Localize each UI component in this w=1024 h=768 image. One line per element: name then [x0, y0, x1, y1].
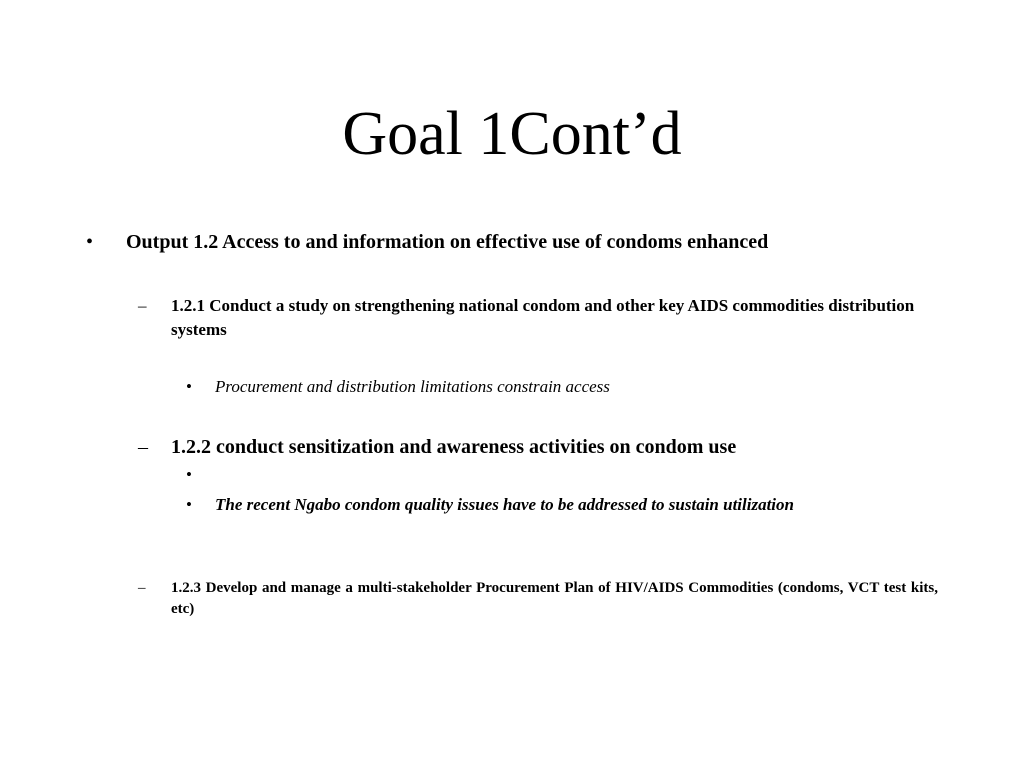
- empty-bullet: [186, 464, 215, 486]
- note-ngabo-quality: [186, 494, 794, 516]
- bullet-marker: •: [186, 377, 192, 396]
- bullet-marker: •: [186, 495, 192, 514]
- note-procurement-limitations: [186, 376, 610, 398]
- note-text: Procurement and distribution limitations constrain access: [215, 377, 610, 396]
- bullet-text: Output 1.2 Access to and information on effective use of condoms enhanced: [126, 231, 769, 253]
- slide-title: Goal 1Cont’d: [342, 100, 682, 168]
- subitem-text: 1.2.1 Conduct a study on strengthening national condom and other key AIDS commodities distribution systems: [171, 296, 915, 339]
- bullet-output-1-2: [86, 229, 768, 255]
- note-text: The recent Ngabo condom quality issues have to be addressed to sustain utilization: [215, 495, 794, 514]
- subitem-text: 1.2.2 conduct sensitization and awareness activities on condom use: [171, 436, 737, 458]
- subitem-1-2-3: [138, 578, 938, 620]
- subitem-1-2-1: [138, 294, 938, 342]
- dash-marker: –: [138, 296, 147, 315]
- subitem-1-2-2: [138, 434, 736, 460]
- bullet-marker: •: [86, 231, 94, 253]
- bullet-marker: •: [186, 465, 192, 484]
- subitem-text: 1.2.3 Develop and manage a multi-stakeholder Procurement Plan of HIV/AIDS Commodities (condoms, VCT test kits, etc): [171, 580, 938, 617]
- dash-marker: –: [138, 580, 146, 596]
- dash-marker: –: [138, 436, 148, 458]
